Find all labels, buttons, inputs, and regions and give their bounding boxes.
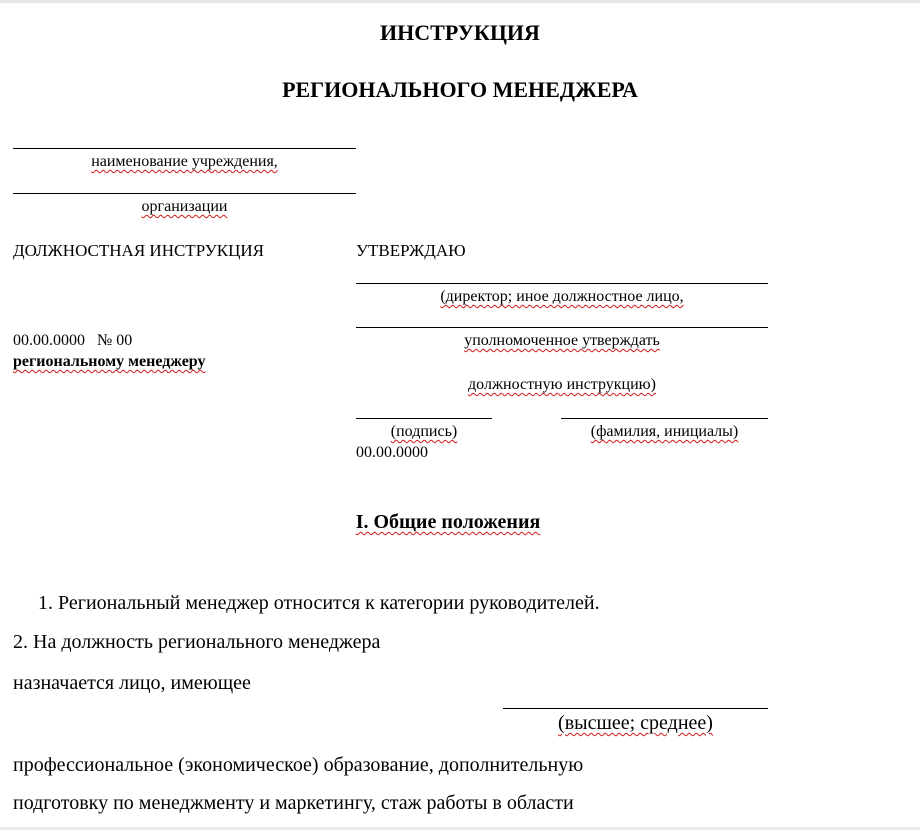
signature-label: (подпись) — [390, 423, 458, 440]
doc-type: ДОЛЖНОСТНАЯ ИНСТРУКЦИЯ — [13, 241, 264, 260]
doc-date-number: 00.00.0000 № 00 — [13, 332, 133, 349]
paragraph-2-line-4: подготовку по менеджменту и маркетингу, стаж работы в области — [13, 792, 574, 814]
org-line — [13, 193, 356, 194]
approver-line-1 — [356, 283, 768, 284]
doc-title-line-2: РЕГИОНАЛЬНОГО МЕНЕДЖЕРА — [282, 77, 638, 102]
paragraph-1: 1. Региональный менеджер относится к категории руководителей. — [38, 592, 600, 614]
paragraph-2-line-1: 2. На должность регионального менеджера — [13, 631, 381, 653]
paragraph-2-line-2: назначается лицо, имеющее — [13, 672, 251, 694]
name-line — [561, 418, 768, 419]
approve-heading: УТВЕРЖДАЮ — [356, 241, 466, 260]
org-name-label: наименование учреждения, — [91, 153, 278, 170]
approver-label-1: (директор; иное должностное лицо, — [440, 288, 684, 305]
approver-label-3: должностную инструкцию) — [468, 376, 656, 393]
section-title: I. Общие положения — [355, 511, 541, 533]
org-name-line — [13, 148, 356, 149]
education-label: (высшее; среднее) — [558, 712, 713, 734]
org-label: организации — [141, 198, 228, 215]
approver-line-2 — [356, 327, 768, 328]
page-top-edge — [0, 0, 920, 3]
doc-subject: региональному менеджеру — [13, 353, 206, 370]
education-line — [503, 708, 768, 709]
approve-date: 00.00.0000 — [356, 444, 428, 461]
doc-title-line-1: ИНСТРУКЦИЯ — [380, 20, 540, 45]
name-label: (фамилия, инициалы) — [590, 423, 739, 440]
paragraph-2-line-3: профессиональное (экономическое) образование, дополнительную — [13, 754, 584, 776]
approver-label-2: уполномоченное утверждать — [464, 332, 660, 349]
signature-line — [356, 418, 492, 419]
